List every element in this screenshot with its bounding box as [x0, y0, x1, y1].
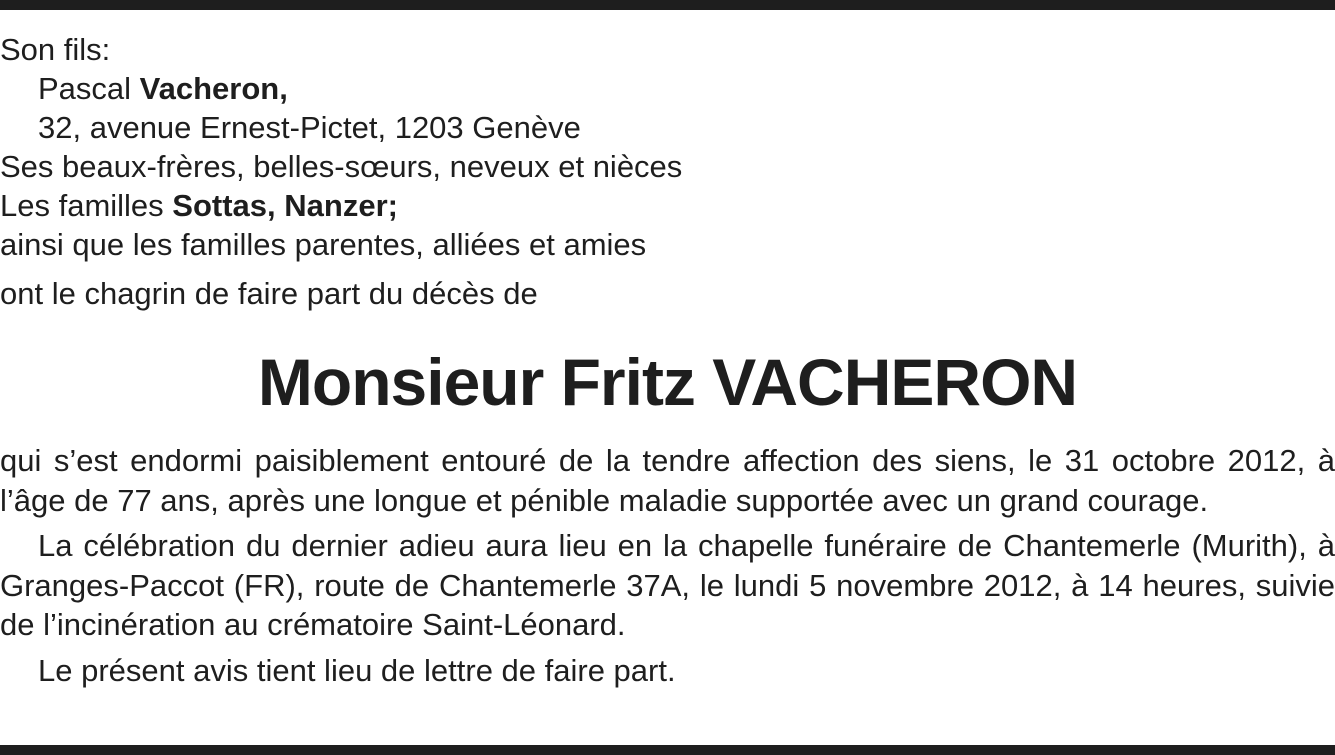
- obituary-notice: [0, 30, 1335, 690]
- deceased-name: Monsieur Fritz VACHERON: [257, 345, 1078, 419]
- announcement-line: ont le chagrin de faire part du décès de: [0, 276, 538, 311]
- top-border-rule: [0, 0, 1335, 10]
- son-label: Son fils:: [0, 32, 111, 67]
- son-last-name: Vacheron,: [139, 71, 288, 106]
- bottom-border-rule: [0, 745, 1335, 755]
- closing-paragraph: Le présent avis tient lieu de lettre de faire part.: [38, 652, 676, 688]
- families-prefix: Les familles: [0, 188, 173, 223]
- passing-paragraph: qui s’est endormi paisiblement entouré de la tendre affection des siens, le 31 octobre 2012, à l’âge de 77 ans, après une longue et pénible maladie supportée avec un grand courage.: [0, 443, 1335, 518]
- families-names: Sottas, Nanzer;: [172, 188, 398, 223]
- son-first-name: Pascal: [38, 71, 140, 106]
- families-line: [0, 186, 1335, 225]
- son-address: 32, avenue Ernest-Pictet, 1203 Genève: [38, 110, 581, 145]
- related-families-line: ainsi que les familles parentes, alliées et amies: [0, 227, 647, 262]
- ceremony-paragraph: La célébration du dernier adieu aura lieu en la chapelle funéraire de Chantemerle (Murith), à Granges-Paccot (FR), route de Chantemerle 37A, le lundi 5 novembre 2012, à 14 heures, suivie de l’incinération au crématoire Saint-Léonard.: [0, 528, 1335, 642]
- in-laws-line: Ses beaux-frères, belles-sœurs, neveux et nièces: [0, 149, 683, 184]
- son-name: [0, 69, 1335, 108]
